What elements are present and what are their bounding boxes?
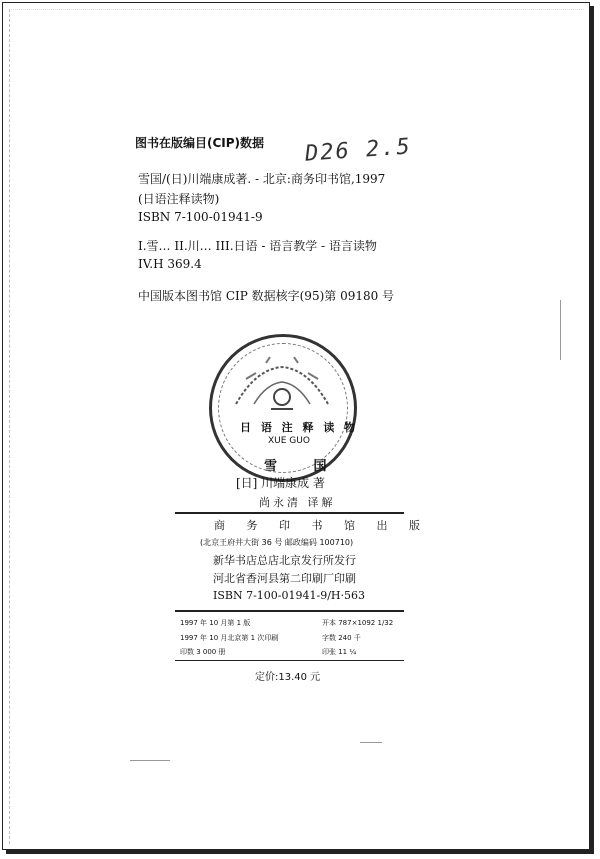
distributor-line: 新华书店总店北京发行所发行 <box>213 554 356 567</box>
word-count-info: 字数 240 千 <box>322 634 361 642</box>
divider-bottom <box>175 660 404 661</box>
scan-speck <box>560 300 561 360</box>
scan-speck <box>130 760 170 761</box>
series-title: 日 语 注 释 读 物 <box>240 421 359 434</box>
edition-info: 1997 年 10 月第 1 版 <box>180 619 251 627</box>
translator-line: 尚永清 译解 <box>259 496 336 509</box>
divider-top <box>175 512 404 514</box>
printing-info: 1997 年 10 月北京第 1 次印刷 <box>180 634 279 642</box>
cip-bibliographic-line: 雪国/(日)川端康成著. - 北京:商务印书馆,1997 <box>138 172 386 186</box>
sheet-count-info: 印张 11 ¼ <box>322 648 357 656</box>
cip-series-line: (日语注释读物) <box>138 192 220 206</box>
scan-speck <box>360 742 382 743</box>
cip-subject-line: I.雪… II.川… III.日语 - 语言教学 - 语言读物 <box>138 239 377 253</box>
cip-classification-line: IV.H 369.4 <box>138 257 202 271</box>
handwritten-note: D26 2.5 <box>304 134 413 167</box>
printer-line: 河北省香河县第二印刷厂印刷 <box>213 572 356 585</box>
price-label: 定价:13.40 元 <box>255 672 321 683</box>
imprint-isbn: ISBN 7-100-01941-9/H·563 <box>213 589 366 602</box>
cip-heading: 图书在版编目(CIP)数据 <box>135 136 265 150</box>
stamp-emblem-icon <box>226 349 338 419</box>
publisher-address: (北京王府井大街 36 号 邮政编码 100710) <box>200 538 354 547</box>
print-run-info: 印数 3 000 册 <box>180 648 226 656</box>
publisher-line: 商 务 印 书 馆 出 版 <box>214 519 429 532</box>
title-romanization: XUE GUO <box>268 436 310 446</box>
book-title: 雪 国 <box>264 459 343 474</box>
format-info: 开本 787×1092 1/32 <box>322 619 394 627</box>
author-line: [日] 川端康成 著 <box>236 476 325 490</box>
cip-record-number: 中国版本图书馆 CIP 数据核字(95)第 09180 号 <box>138 289 395 303</box>
cip-isbn-line: ISBN 7-100-01941-9 <box>138 210 263 224</box>
divider-middle <box>175 610 404 612</box>
